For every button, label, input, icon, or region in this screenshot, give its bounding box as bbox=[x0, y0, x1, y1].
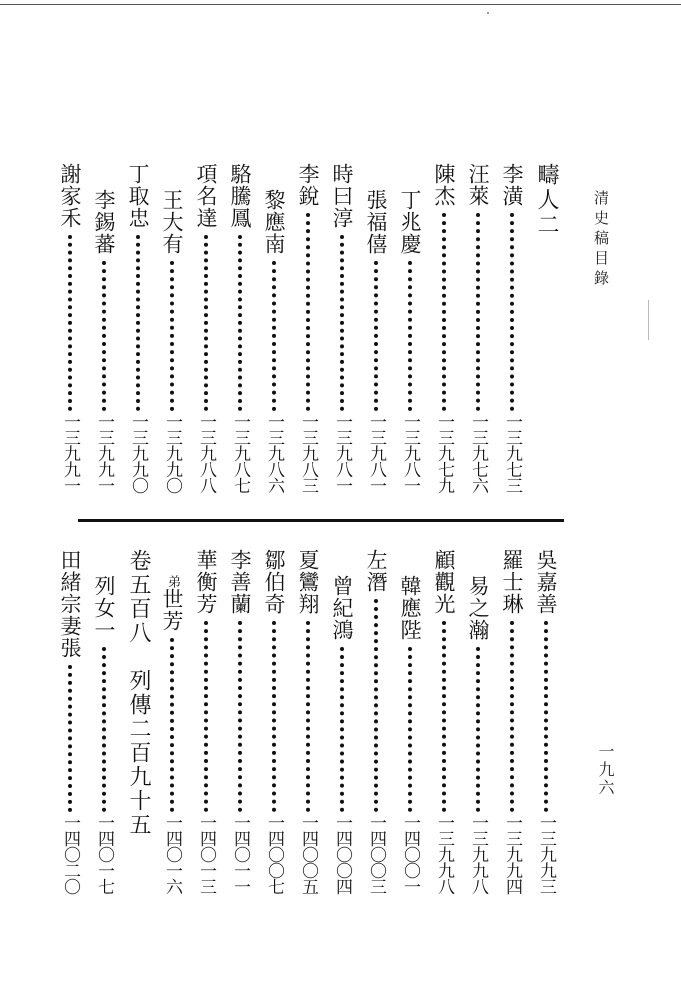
dot-leader bbox=[340, 235, 344, 411]
toc-entry bbox=[427, 163, 461, 493]
toc-entry bbox=[359, 163, 393, 493]
dot-leader bbox=[476, 647, 480, 812]
dot-leader bbox=[238, 621, 242, 812]
toc-entry bbox=[291, 549, 325, 894]
entry-name: 項名達 bbox=[194, 163, 218, 229]
entry-page-number: 一三九八三 bbox=[298, 413, 318, 493]
entry-name: 左潛 bbox=[364, 549, 388, 593]
dot-leader bbox=[306, 621, 310, 812]
dot-leader bbox=[68, 235, 72, 411]
dot-leader bbox=[408, 261, 412, 411]
toc-entry bbox=[223, 163, 257, 493]
entry-name: 列女一 bbox=[92, 575, 116, 641]
entry-page-number: 一三九九八 bbox=[468, 814, 488, 894]
entry-name: 顧觀光 bbox=[432, 549, 456, 615]
entry-page-number: 一三九八一 bbox=[400, 413, 420, 493]
entry-name-text: 世芳 bbox=[160, 588, 184, 632]
entry-name: 丁取忠 bbox=[126, 163, 150, 229]
entry-page-number: 一三九九八 bbox=[434, 814, 454, 894]
dot-leader bbox=[170, 638, 174, 812]
page-number: 一九六 bbox=[596, 743, 615, 797]
dot-leader bbox=[272, 261, 276, 411]
entry-name: 曾紀鴻 bbox=[330, 575, 354, 641]
entry-page-number: 一四〇一一 bbox=[230, 814, 250, 894]
entry-name: 黎應南 bbox=[262, 189, 286, 255]
dot-leader bbox=[510, 213, 514, 411]
entry-name: 汪萊 bbox=[466, 163, 490, 207]
toc-entry bbox=[393, 163, 427, 493]
relation-prefix: 弟 bbox=[165, 575, 180, 588]
margin-mark bbox=[648, 300, 649, 340]
toc-entry bbox=[495, 549, 529, 894]
entry-name: 丁兆慶 bbox=[398, 189, 422, 255]
juan-heading bbox=[121, 549, 155, 894]
entry-name: 鄒伯奇 bbox=[262, 549, 286, 615]
toc-entry bbox=[427, 549, 461, 894]
entry-name: 李銳 bbox=[296, 163, 320, 207]
entry-name bbox=[155, 575, 189, 632]
dot-leader bbox=[476, 213, 480, 411]
toc-entry bbox=[257, 163, 291, 493]
toc-entry bbox=[257, 549, 291, 894]
dot-leader bbox=[272, 621, 276, 812]
entry-page-number: 一三九九〇 bbox=[128, 413, 148, 493]
scan-top-edge bbox=[0, 4, 681, 5]
toc-entry bbox=[121, 163, 155, 493]
entry-page-number: 一四〇〇三 bbox=[366, 814, 386, 894]
dot-leader bbox=[306, 213, 310, 411]
toc-entry bbox=[359, 549, 393, 894]
entry-page-number: 一四〇〇一 bbox=[400, 814, 420, 894]
dot-leader bbox=[238, 235, 242, 411]
entry-name: 夏鸞翔 bbox=[296, 549, 320, 615]
entry-page-number: 一三九八一 bbox=[332, 413, 352, 493]
toc-entry bbox=[87, 549, 121, 894]
dot-leader bbox=[442, 621, 446, 812]
toc-entry bbox=[461, 549, 495, 894]
toc-entry bbox=[155, 163, 189, 493]
entry-name: 陳杰 bbox=[432, 163, 456, 207]
entry-page-number: 一三九八八 bbox=[196, 413, 216, 493]
entry-name: 駱騰鳳 bbox=[228, 163, 252, 229]
dot-leader bbox=[102, 261, 106, 411]
dot-leader bbox=[544, 621, 548, 812]
entry-page-number: 一三九八六 bbox=[264, 413, 284, 493]
section-divider-rule bbox=[78, 519, 564, 522]
dot-leader bbox=[340, 647, 344, 812]
entry-page-number: 一四〇二〇 bbox=[60, 814, 80, 894]
toc-entry bbox=[223, 549, 257, 894]
entry-page-number: 一三九九一 bbox=[94, 413, 114, 493]
toc-entry bbox=[529, 549, 563, 894]
entry-name: 李潢 bbox=[500, 163, 524, 207]
toc-upper-half bbox=[53, 163, 563, 493]
dot-leader bbox=[374, 599, 378, 812]
toc-entry bbox=[155, 549, 189, 894]
entry-page-number: 一四〇一七 bbox=[94, 814, 114, 894]
entry-name: 王大有 bbox=[160, 189, 184, 255]
entry-page-number: 一三九八一 bbox=[366, 413, 386, 493]
dot-leader bbox=[204, 235, 208, 411]
entry-page-number: 一四〇〇五 bbox=[298, 814, 318, 894]
running-head: 清史稿目錄 bbox=[592, 190, 610, 290]
toc-lower-half bbox=[53, 549, 563, 894]
dot-leader bbox=[68, 665, 72, 812]
dot-leader bbox=[102, 647, 106, 812]
entry-page-number: 一三九九一 bbox=[60, 413, 80, 493]
entry-page-number: 一三九九〇 bbox=[162, 413, 182, 493]
entry-name: 疇人二 bbox=[534, 163, 559, 238]
toc-entry bbox=[461, 163, 495, 493]
toc-entry bbox=[53, 549, 87, 894]
toc-entry bbox=[325, 549, 359, 894]
entry-name: 卷五百八 列傳二百九十五 bbox=[126, 549, 151, 837]
dot-leader bbox=[408, 647, 412, 812]
entry-name: 張福僖 bbox=[364, 189, 388, 255]
scan-speck bbox=[487, 12, 489, 14]
entry-page-number: 一三九八七 bbox=[230, 413, 250, 493]
entry-name: 田緒宗妻張 bbox=[58, 549, 82, 659]
entry-page-number: 一四〇一六 bbox=[162, 814, 182, 894]
entry-page-number: 一三九七九 bbox=[434, 413, 454, 493]
toc-entry bbox=[393, 549, 427, 894]
entry-page-number: 一三九七六 bbox=[468, 413, 488, 493]
dot-leader bbox=[136, 235, 140, 411]
toc-entry bbox=[53, 163, 87, 493]
entry-name: 韓應陛 bbox=[398, 575, 422, 641]
dot-leader bbox=[204, 621, 208, 812]
section-heading bbox=[529, 163, 563, 493]
toc-entry bbox=[325, 163, 359, 493]
entry-page-number: 一三九九三 bbox=[536, 814, 556, 894]
toc-entry bbox=[87, 163, 121, 493]
toc-entry bbox=[291, 163, 325, 493]
entry-page-number: 一四〇〇四 bbox=[332, 814, 352, 894]
entry-page-number: 一三九九四 bbox=[502, 814, 522, 894]
toc-entry bbox=[189, 549, 223, 894]
entry-name: 羅士琳 bbox=[500, 549, 524, 615]
dot-leader bbox=[510, 621, 514, 812]
entry-page-number: 一四〇一三 bbox=[196, 814, 216, 894]
entry-name: 時曰淳 bbox=[330, 163, 354, 229]
dot-leader bbox=[170, 261, 174, 411]
toc-entry bbox=[189, 163, 223, 493]
dot-leader bbox=[374, 261, 378, 411]
entry-page-number: 一四〇〇七 bbox=[264, 814, 284, 894]
dot-leader bbox=[442, 213, 446, 411]
entry-page-number: 一三九七三 bbox=[502, 413, 522, 493]
toc-entry bbox=[495, 163, 529, 493]
entry-name: 謝家禾 bbox=[58, 163, 82, 229]
entry-name: 華衡芳 bbox=[194, 549, 218, 615]
entry-name: 易之瀚 bbox=[466, 575, 490, 641]
entry-name: 李錫蕃 bbox=[92, 189, 116, 255]
entry-name: 李善蘭 bbox=[228, 549, 252, 615]
entry-name: 吳嘉善 bbox=[534, 549, 558, 615]
